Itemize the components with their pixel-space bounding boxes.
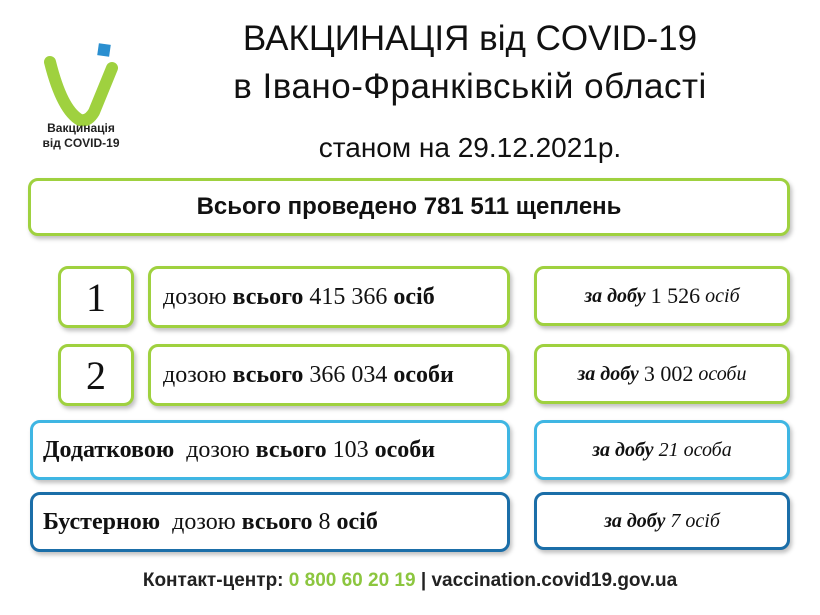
- dose-number: 2: [86, 352, 106, 398]
- logo-caption: [26, 121, 136, 151]
- daily-value: 3 002: [643, 361, 694, 386]
- dose-unit: осіб: [336, 508, 378, 535]
- additional-dose-box: [30, 420, 510, 480]
- total-word: всього: [255, 436, 327, 463]
- dose-word: дозою: [163, 283, 227, 310]
- dose-number: 1: [86, 274, 106, 320]
- daily-unit: особи: [698, 362, 747, 385]
- dose-unit: особи: [374, 436, 436, 463]
- daily-unit: особа: [683, 438, 732, 461]
- dose-type-name: Додатковою: [43, 436, 175, 463]
- page-title-line2: в Івано-Франківській області: [233, 67, 707, 106]
- daily-unit: осіб: [705, 284, 740, 307]
- total-value: 781 511: [423, 193, 510, 220]
- dose-value: 415 366: [309, 283, 388, 310]
- dose-unit: особи: [393, 361, 454, 388]
- total-word: всього: [241, 508, 313, 535]
- daily-box-4: [534, 492, 790, 550]
- dose-value: 8: [318, 508, 331, 535]
- dose-number-box-1: [58, 266, 134, 328]
- booster-dose-box: [30, 492, 510, 552]
- daily-box-2: [534, 344, 790, 404]
- daily-label: за добу: [592, 438, 654, 461]
- report-date: станом на 29.12.2021р.: [318, 132, 622, 163]
- total-suffix: щеплень: [515, 193, 622, 220]
- dose-value: 103: [332, 436, 369, 463]
- logo-caption-line2: від COVID-19: [42, 136, 120, 150]
- dose-total-box-2: [148, 344, 510, 406]
- dose-number-box-2: [58, 344, 134, 406]
- daily-box-1: [534, 266, 790, 326]
- contact-phone[interactable]: 0 800 60 20 19: [288, 570, 416, 591]
- total-word: всього: [232, 283, 304, 310]
- daily-value: 1 526: [650, 283, 701, 308]
- dose-word: дозою: [186, 436, 250, 463]
- total-vaccinations-box: [28, 178, 790, 236]
- dose-word: дозою: [172, 508, 236, 535]
- total-word: всього: [232, 361, 304, 388]
- page-title-line1: ВАКЦИНАЦІЯ від COVID-19: [242, 19, 698, 58]
- daily-value: 7: [670, 509, 681, 532]
- daily-box-3: [534, 420, 790, 480]
- contact-footer: [0, 570, 820, 592]
- contact-website-link[interactable]: vaccination.covid19.gov.ua: [431, 570, 678, 591]
- logo-caption-line1: Вакцинація: [47, 121, 115, 135]
- daily-label: за добу: [604, 509, 666, 532]
- total-prefix: Всього проведено: [196, 193, 418, 220]
- dose-type-name: Бустерною: [43, 508, 161, 535]
- contact-label: Контакт-центр:: [142, 570, 284, 591]
- daily-label: за добу: [577, 362, 639, 385]
- daily-value: 21: [658, 438, 679, 461]
- dose-word: дозою: [163, 361, 227, 388]
- dose-total-box-1: [148, 266, 510, 328]
- daily-label: за добу: [584, 284, 646, 307]
- daily-unit: осіб: [685, 509, 720, 532]
- dose-value: 366 034: [309, 361, 388, 388]
- footer-separator: |: [420, 570, 427, 591]
- dose-unit: осіб: [393, 283, 435, 310]
